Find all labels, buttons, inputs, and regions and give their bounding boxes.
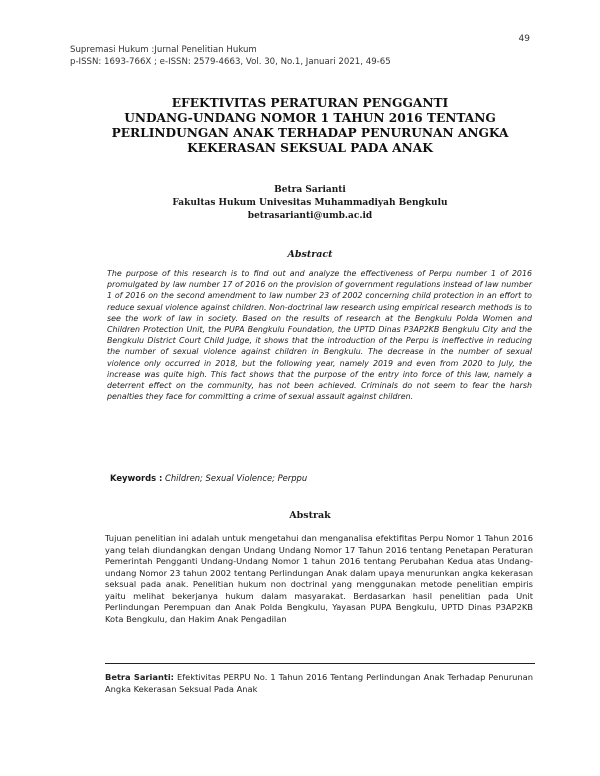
title-line: PERLINDUNGAN ANAK TERHADAP PENURUNAN ANGKA <box>111 126 509 140</box>
keywords-label: Keywords : <box>110 473 163 483</box>
journal-header <box>70 44 540 68</box>
author-affiliation: Fakultas Hukum Univesitas Muhammadiyah Bengkulu <box>172 198 448 208</box>
title-line: EFEKTIVITAS PERATURAN PENGGANTI <box>171 96 449 110</box>
footer-citation <box>105 672 533 695</box>
abstract-heading: Abstract <box>287 249 333 260</box>
author-email: betrasarianti@umb.ac.id <box>247 211 373 221</box>
footer-author: Betra Sarianti: <box>105 672 174 682</box>
abstrak-heading: Abstrak <box>289 510 331 521</box>
author-block <box>100 184 520 223</box>
title-line: KEKERASAN SEKSUAL PADA ANAK <box>187 141 433 155</box>
abstrak-body: Tujuan penelitian ini adalah untuk mengetahui dan menganalisa efektifitas Perpu Nomor 1 Tahun 2016 yang telah diundangkan dengan Undang Undang Nomor 17 Tahun 2016 tentang Penetapan Peraturan Pemerintah Pengganti Undang-Undang Nomor 1 tahun 2016 tentang Perubahan Kedua atas Undang-undang Nomor 23 tahun 2002 tentang Perlindungan Anak dalam upaya menurunkan angka kekerasan seksual pada anak. Penelitian hukum non doctrinal yang menggunakan metode penelitian empiris yaitu melihat bekerjanya hukum dalam masyarakat. Berdasarkan hasil penelitian pada Unit Perlindungan Perempuan dan Anak Polda Bengkulu, Yayasan PUPA Bengkulu, UPTD Dinas P3AP2KB Kota Bengkulu, dan Hakim Anak Pengadilan <box>105 533 533 624</box>
journal-issn-volume: p-ISSN: 1693-766X ; e-ISSN: 2579-4663, Vol. 30, No.1, Januari 2021, 49-65 <box>70 57 391 67</box>
page-number: 49 <box>518 34 530 44</box>
author-name: Betra Sarianti <box>274 185 346 195</box>
footer-citation-text: Efektivitas PERPU No. 1 Tahun 2016 Tentang Perlindungan Anak Terhadap Penurunan Angka Kekerasan Seksual Pada Anak <box>105 672 533 694</box>
keywords-value: Children; Sexual Violence; Perppu <box>162 473 308 483</box>
paper-title <box>100 96 520 156</box>
abstract-body: The purpose of this research is to find out and analyze the effectiveness of Perpu number 1 of 2016 promulgated by law number 17 of 2016 on the provision of government regulations instead of law number 1 of 2016 on the second amendment to law number 23 of 2002 concerning child protection in an effort to reduce sexual violence against children. Non-doctrinal law research using empirical research methods is to see the work of law in society. Based on the results of research at the Bengkulu Polda Women and Children Protection Unit, the PUPA Bengkulu Foundation, the UPTD Dinas P3AP2KB Bengkulu City and the Bengkulu District Court Child Judge, it shows that the introduction of the Perpu is ineffective in reducing the number of sexual violence against children in Bengkulu. The decrease in the number of sexual violence only occurred in 2018, but the following year, namely 2019 and even from 2020 to July, the increase was quite high. This fact shows that the purpose of the entry into force of this law, namely a deterrent effect on the community, has not been achieved. Criminals do not seem to fear the harsh penalties they face for committing a crime of sexual assault against children. <box>107 269 532 402</box>
keywords <box>110 473 530 483</box>
title-line: UNDANG-UNDANG NOMOR 1 TAHUN 2016 TENTANG <box>124 111 496 125</box>
footer-divider <box>105 663 535 664</box>
journal-name: Supremasi Hukum :Jurnal Penelitian Hukum <box>70 45 257 55</box>
